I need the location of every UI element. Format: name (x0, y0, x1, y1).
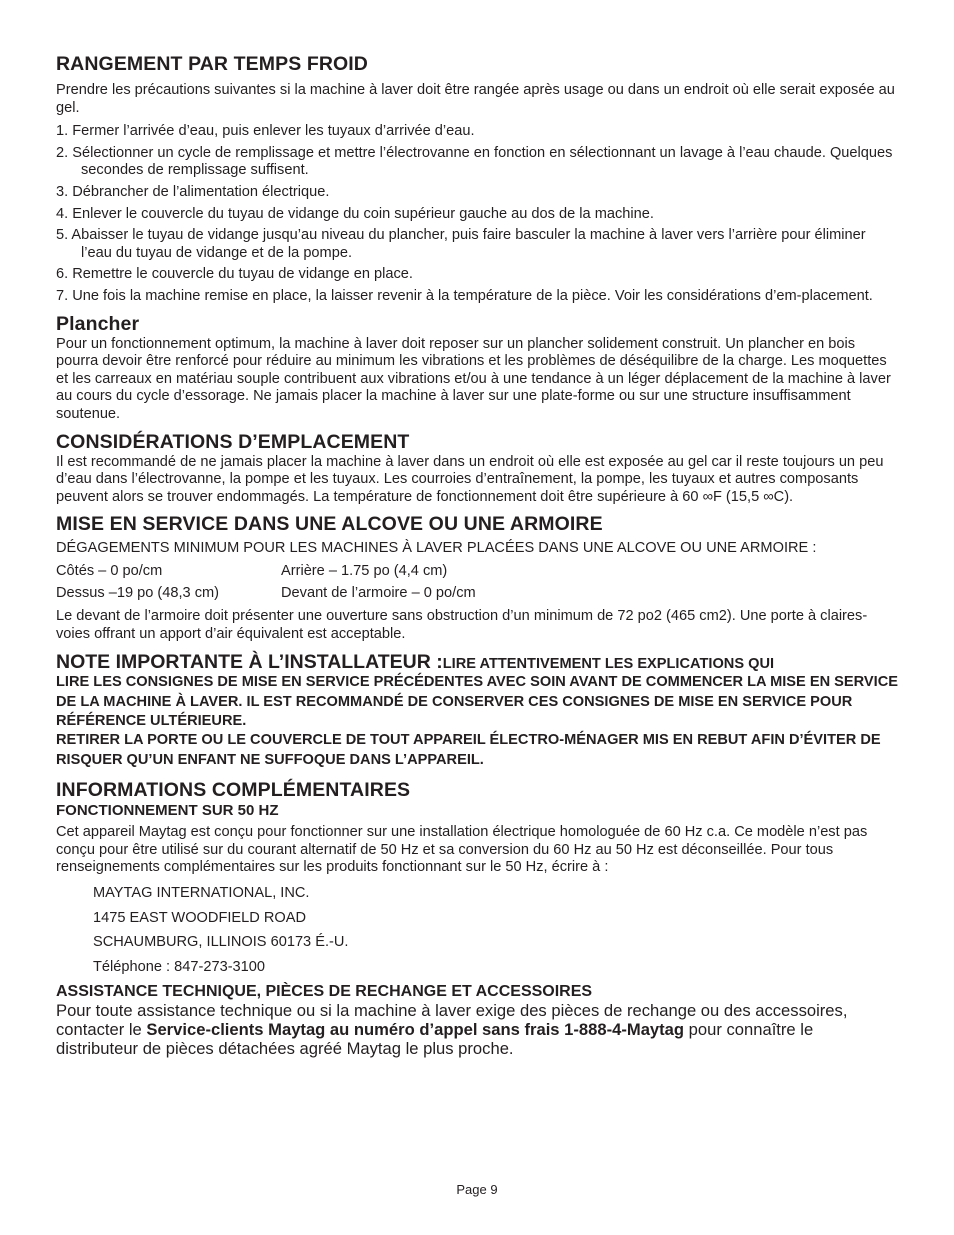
section-title-installer-note: NOTE IMPORTANTE À L’INSTALLATEUR : (56, 651, 443, 674)
subsection-title-50hz: FONCTIONNEMENT SUR 50 HZ (56, 802, 279, 820)
address-line: SCHAUMBURG, ILLINOIS 60173 É.-U. (93, 934, 349, 951)
address-line: Téléphone : 847-273-3100 (93, 958, 266, 975)
installer-note-warning: RETIRER LA PORTE OU LE COUVERCLE DE TOUT APPAREIL ÉLECTRO-MÉNAGER MIS EN REBUT AFIN D’ÉVITER DE RISQUER QU’UN ENFANT NE SUFFOQUE DANS L’APPAREIL. (56, 732, 881, 768)
alcove-body: Le devant de l’armoire doit présenter une ouverture sans obstruction d’un minimum de 72 po2 (465 cm2). Une porte à claires-voies offrant un apport d’air équivalent est acceptable. (56, 608, 868, 642)
clearance-row (56, 563, 898, 581)
list-item: 7. Une fois la machine remise en place, la laisser revenir à la température de la pièce. Voir les considérations d’em-placement. (56, 287, 873, 304)
cold-storage-steps (56, 123, 898, 305)
floor-body: Pour un fonctionnement optimum, la machine à laver doit reposer sur un plancher solidement construit. Un plancher en bois pourra devoir être renforcé pour réduire au minimum les vibrations et les problèmes de déséquilibre de la charge. Les moquettes et les carreaux en matériau souple contribuent aux vibrations et/ou à une tendance à un léger déplacement de la machine à laver au cours du cycle d’essorage. Ne jamais placer la machine à laver sur une plate-forme ou sur une structure insuffisamment soutenue. (56, 335, 891, 422)
address-block (56, 885, 898, 976)
list-item: 2. Sélectionner un cycle de remplissage et mettre l’électrovanne en fonction en sélectionnant un lavage à l’eau chaude. Quelques secondes de remplissage suffisent. (56, 144, 893, 179)
list-item: 6. Remettre le couvercle du tuyau de vidange en place. (56, 266, 413, 283)
section-title-additional-info: INFORMATIONS COMPLÉMENTAIRES (56, 779, 411, 802)
address-line: 1475 EAST WOODFIELD ROAD (93, 909, 307, 926)
clearance-left: Côtés – 0 po/cm (56, 562, 163, 579)
installer-note-body: LIRE LES CONSIGNES DE MISE EN SERVICE PRÉCÉDENTES AVEC SOIN AVANT DE COMMENCER LA MISE EN SERVICE DE LA MACHINE À LAVER. IL EST RECOMMANDÉ DE CONSERVER CES CONSIGNES DE MISE EN SERVICE POUR RÉFÉRENCE ULTÉRIEURE. (56, 674, 898, 730)
support-phone: Service-clients Maytag au numéro d’appel sans frais 1-888-4-Maytag (146, 1020, 685, 1040)
installer-note-heading (56, 651, 898, 673)
section-title-floor: Plancher (56, 312, 140, 335)
list-item: 1. Fermer l’arrivée d’eau, puis enlever les tuyaux d’arrivée d’eau. (56, 123, 475, 140)
document-page (56, 52, 898, 1058)
section-title-location: CONSIDÉRATIONS D’EMPLACEMENT (56, 430, 410, 453)
50hz-body: Cet appareil Maytag est conçu pour fonctionner sur une installation électrique homologuée de 60 Hz c.a. Ce modèle n’est pas conçu pour être utilisé sur du courant alternatif de 50 Hz et sa conversion du 60 Hz au 50 Hz est déconseillée. Pour tous renseignements complémentaires sur les produits fonctionnant sur le 50 Hz, écrire à : (56, 824, 868, 876)
clearance-right: Arrière – 1.75 po (4,4 cm) (281, 562, 448, 579)
installer-note-inline: LIRE ATTENTIVEMENT LES EXPLICATIONS QUI (442, 656, 775, 673)
support-body-start: Pour toute assistance technique ou si la machine à laver exige des pièces de rechange ou des accessoires, contacter le (56, 1001, 848, 1040)
list-item: 5. Abaisser le tuyau de vidange jusqu’au niveau du plancher, puis faire basculer la machine à laver vers l’arrière pour éliminer l’eau du tuyau de vidange et de la pompe. (56, 227, 866, 261)
section-title-alcove: MISE EN SERVICE DANS UNE ALCOVE OU UNE ARMOIRE (56, 513, 603, 536)
clearance-left: Dessus –19 po (48,3 cm) (56, 585, 220, 602)
address-line: MAYTAG INTERNATIONAL, INC. (93, 885, 310, 902)
clearance-right: Devant de l’armoire – 0 po/cm (281, 585, 476, 602)
alcove-subtitle: DÉGAGEMENTS MINIMUM POUR LES MACHINES À LAVER PLACÉES DANS UNE ALCOVE OU UNE ARMOIRE : (56, 540, 817, 557)
section-title-support: ASSISTANCE TECHNIQUE, PIÈCES DE RECHANGE ET ACCESSOIRES (56, 983, 593, 1001)
support-body (56, 1001, 898, 1058)
list-item: 3. Débrancher de l’alimentation électrique. (56, 183, 330, 200)
location-body: Il est recommandé de ne jamais placer la machine à laver dans un endroit où elle est exposée au gel car il reste toujours un peu d’eau dans l’électrovanne, la pompe et les tuyaux. Les courroies d’entraînement, la pompe, les tuyaux et autres composants peuvent alors se trouver endommagés. La température de fonctionnement doit être supérieure à 60 ∞F (15,5 ∞C). (56, 453, 884, 505)
cold-storage-intro: Prendre les précautions suivantes si la machine à laver doit être rangée après usage ou dans un endroit où elle serait exposée au gel. (56, 82, 895, 116)
clearance-row (56, 585, 898, 603)
support-body-end: pour connaître le distributeur de pièces détachées agréé Maytag le plus proche. (56, 1020, 814, 1059)
section-title-cold-storage: RANGEMENT PAR TEMPS FROID (56, 53, 368, 75)
list-item: 4. Enlever le couvercle du tuyau de vidange du coin supérieur gauche au dos de la machine. (56, 205, 654, 222)
page-number: Page 9 (456, 1182, 498, 1197)
